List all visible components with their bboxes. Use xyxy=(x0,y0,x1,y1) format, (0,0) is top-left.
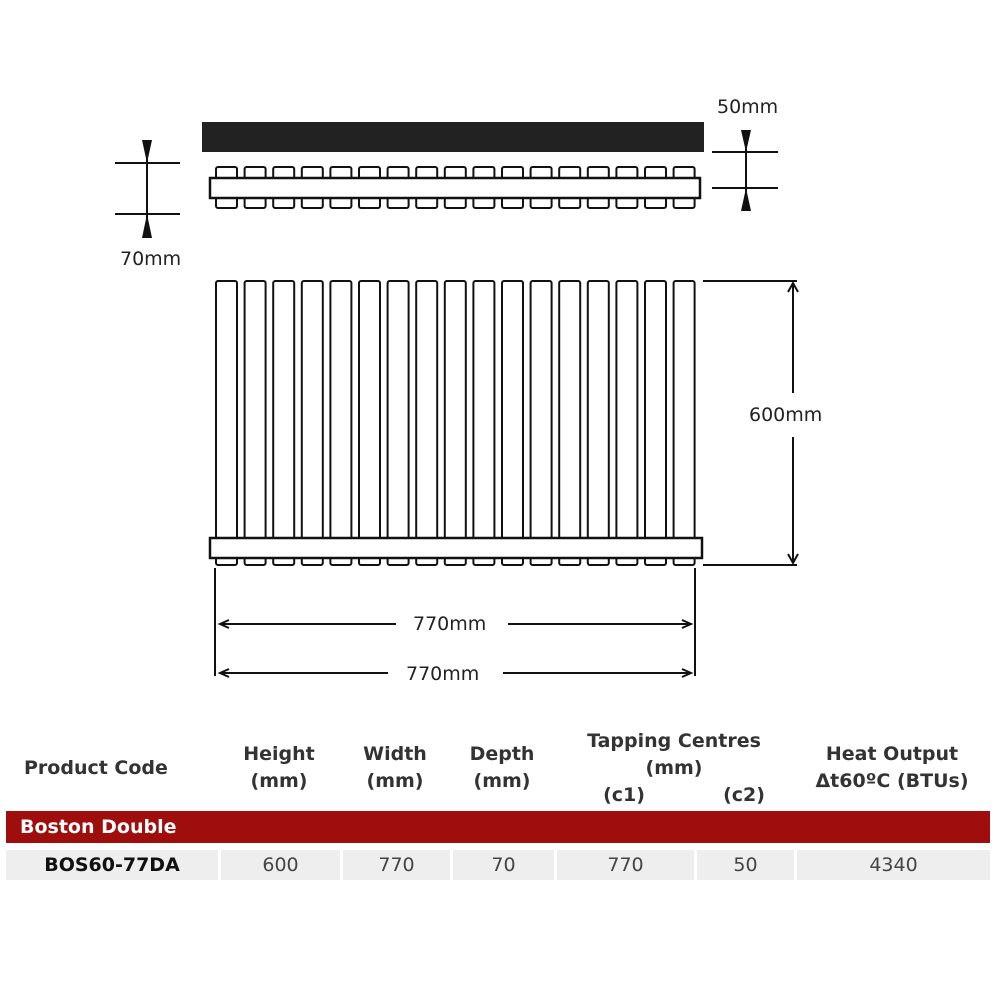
width-label: 770mm xyxy=(406,663,480,685)
depth-cell: 70 xyxy=(450,843,554,880)
front-tube xyxy=(273,281,294,565)
heat-output-header: Heat Output Δt60ºC (BTUs) xyxy=(815,743,969,792)
front-tube xyxy=(416,281,437,565)
front-tube xyxy=(588,281,609,565)
height-header: Height (mm) xyxy=(243,743,315,792)
c1-cell: 770 xyxy=(554,843,694,880)
product-group: Boston Double xyxy=(6,808,990,843)
front-tube xyxy=(531,281,552,565)
product-code-cell: BOS60-77DA xyxy=(6,843,218,880)
front-tube xyxy=(359,281,380,565)
c2-header: (c2) xyxy=(723,784,765,806)
c2-dimension xyxy=(712,130,778,211)
front-tube xyxy=(245,281,266,565)
height-cell: 600 xyxy=(218,843,340,880)
tapping-centres-header: Tapping Centres (mm) xyxy=(587,730,761,779)
height-label: 600mm xyxy=(749,404,823,426)
spec-table xyxy=(6,728,990,880)
table-row xyxy=(6,843,990,880)
depth-dimension xyxy=(115,140,180,238)
top-view-header xyxy=(210,178,700,198)
c2-cell: 50 xyxy=(694,843,794,880)
depth-label: 70mm xyxy=(120,248,182,270)
front-tube xyxy=(216,281,237,565)
depth-header: Depth (mm) xyxy=(469,743,535,792)
front-view-tubes xyxy=(216,281,695,565)
front-tube xyxy=(559,281,580,565)
c1-label: 770mm xyxy=(413,613,487,635)
front-tube xyxy=(473,281,494,565)
c1-header: (c1) xyxy=(603,784,645,806)
front-view-header xyxy=(210,538,702,558)
width-header: Width (mm) xyxy=(363,743,427,792)
product-code-header: Product Code xyxy=(24,756,168,779)
front-tube xyxy=(445,281,466,565)
front-tube xyxy=(645,281,666,565)
c2-label: 50mm xyxy=(717,96,779,118)
front-tube xyxy=(502,281,523,565)
width-cell: 770 xyxy=(340,843,450,880)
front-tube xyxy=(388,281,409,565)
front-tube xyxy=(674,281,695,565)
heat-output-cell: 4340 xyxy=(794,843,990,880)
front-tube xyxy=(616,281,637,565)
front-tube xyxy=(302,281,323,565)
wall-bar xyxy=(202,122,704,152)
front-tube xyxy=(330,281,351,565)
